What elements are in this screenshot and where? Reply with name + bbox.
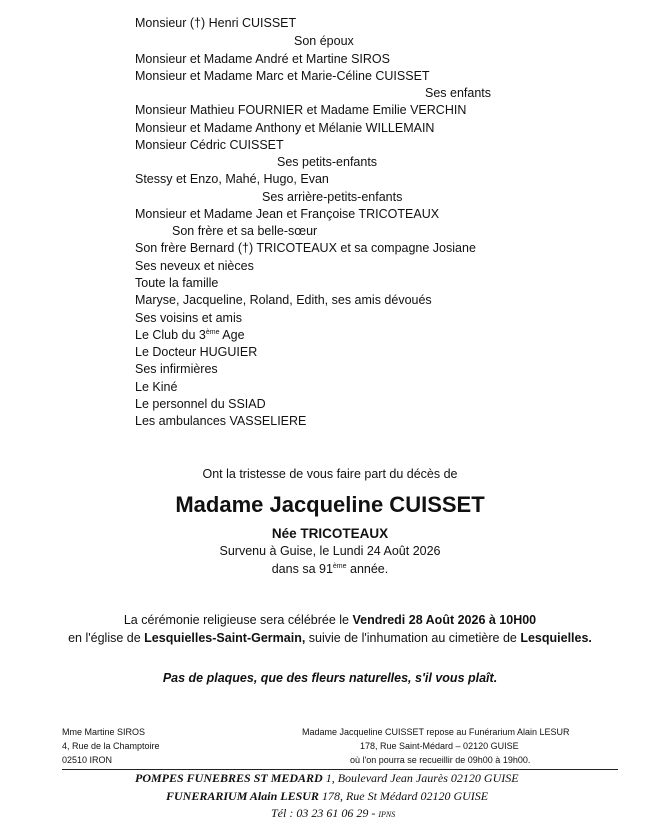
ceremony-line bbox=[0, 612, 660, 629]
repose-info: Madame Jacqueline CUISSET repose au Funérarium Alain LESUR bbox=[302, 727, 570, 737]
funeral-company-line bbox=[135, 771, 519, 786]
age-text-end: année. bbox=[346, 562, 389, 576]
age-line bbox=[0, 561, 660, 578]
family-line: Monsieur Mathieu FOURNIER et Madame Emilie VERCHIN bbox=[135, 103, 467, 117]
church-line bbox=[0, 630, 660, 647]
church-text: en l'église de bbox=[68, 631, 145, 645]
ceremony-text: La cérémonie religieuse sera célébrée le bbox=[123, 613, 353, 627]
family-line: Maryse, Jacqueline, Roland, Edith, ses amis dévoués bbox=[135, 293, 432, 307]
funerarium-address: 178, Rue St Médard 02120 GUISE bbox=[318, 789, 489, 803]
club-text: Le Club du 3 bbox=[135, 328, 206, 342]
relation-heading: Son frère et sa belle-sœur bbox=[172, 224, 318, 238]
family-line: Monsieur et Madame Jean et Françoise TRICOTEAUX bbox=[135, 207, 440, 221]
family-line: Les ambulances VASSELIERE bbox=[135, 414, 307, 428]
family-line: Stessy et Enzo, Mahé, Hugo, Evan bbox=[135, 172, 329, 186]
flowers-note: Pas de plaques, que des fleurs naturelles, s'il vous plaît. bbox=[162, 671, 498, 685]
relation-heading: Ses arrière-petits-enfants bbox=[262, 190, 403, 204]
deceased-name: Madame Jacqueline CUISSET bbox=[175, 492, 485, 517]
church-place: Lesquielles-Saint-Germain, bbox=[144, 631, 306, 645]
family-line: Ses infirmières bbox=[135, 362, 218, 376]
relation-heading: Ses petits-enfants bbox=[277, 155, 378, 169]
family-line: Monsieur Cédric CUISSET bbox=[135, 138, 284, 152]
contact-name: Mme Martine SIROS bbox=[62, 727, 146, 737]
funeral-company-name: POMPES FUNEBRES ST MEDARD bbox=[135, 771, 323, 785]
family-line: Monsieur et Madame Anthony et Mélanie WILLEMAIN bbox=[135, 121, 435, 135]
maiden-name: Née TRICOTEAUX bbox=[271, 526, 389, 541]
family-line: Le personnel du SSIAD bbox=[135, 397, 266, 411]
ipns-label: IPNS bbox=[378, 810, 396, 819]
relation-heading: Son époux bbox=[294, 34, 354, 48]
family-line: Monsieur et Madame Marc et Marie-Céline CUISSET bbox=[135, 69, 430, 83]
club-text-end: Age bbox=[219, 328, 245, 342]
phone-line bbox=[271, 806, 395, 821]
burial-text: suivie de l'inhumation au cimetière de bbox=[305, 631, 521, 645]
contact-street: 4, Rue de la Champtoire bbox=[62, 741, 160, 751]
age-text: dans sa 91 bbox=[271, 562, 333, 576]
family-line: Toute la famille bbox=[135, 276, 219, 290]
funeral-company-address: 1, Boulevard Jean Jaurès 02120 GUISE bbox=[322, 771, 519, 785]
contact-city: 02510 IRON bbox=[62, 755, 113, 765]
family-line bbox=[135, 327, 245, 344]
visiting-hours: où l'on pourra se recueillir de 09h00 à 19h00. bbox=[350, 755, 531, 765]
superscript: ème bbox=[332, 563, 347, 570]
funerarium-line bbox=[166, 789, 488, 804]
family-line: Ses voisins et amis bbox=[135, 311, 242, 325]
family-line: Son frère Bernard (†) TRICOTEAUX et sa compagne Josiane bbox=[135, 241, 476, 255]
death-date: Survenu à Guise, le Lundi 24 Août 2026 bbox=[219, 544, 441, 558]
family-line: Le Docteur HUGUIER bbox=[135, 345, 258, 359]
ceremony-date: Vendredi 28 Août 2026 à 10H00 bbox=[352, 613, 537, 627]
family-line: Ses neveux et nièces bbox=[135, 259, 254, 273]
family-line: Le Kiné bbox=[135, 380, 178, 394]
family-line: Monsieur et Madame André et Martine SIROS bbox=[135, 52, 390, 66]
funerarium-name: FUNERARIUM Alain LESUR bbox=[166, 789, 319, 803]
relation-heading: Ses enfants bbox=[425, 86, 492, 100]
announcement-intro: Ont la tristesse de vous faire part du décès de bbox=[202, 467, 458, 481]
phone-number: Tél : 03 23 61 06 29 - bbox=[271, 806, 379, 820]
superscript: ème bbox=[205, 329, 220, 336]
footer-divider bbox=[62, 769, 618, 770]
family-line: Monsieur (†) Henri CUISSET bbox=[135, 16, 297, 30]
burial-place: Lesquielles. bbox=[520, 631, 592, 645]
funeral-home-address: 178, Rue Saint-Médard – 02120 GUISE bbox=[360, 741, 519, 751]
